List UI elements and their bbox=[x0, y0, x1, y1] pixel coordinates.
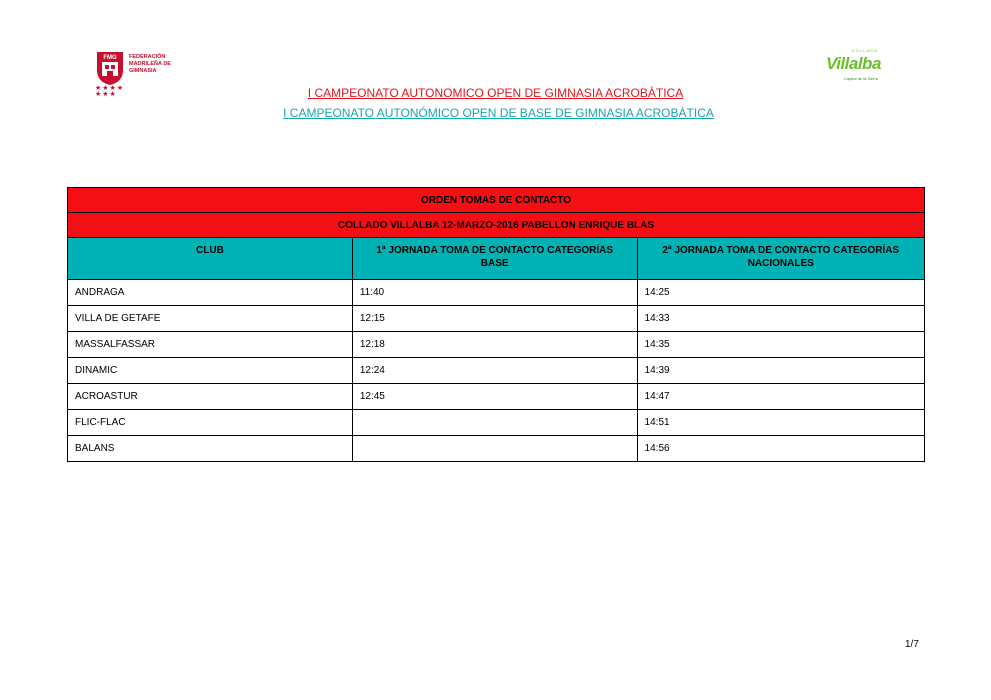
villalba-logo-sub: Capital de la Sierra bbox=[844, 76, 879, 81]
fmg-shield-letters: FMG bbox=[103, 55, 117, 61]
villalba-logo-top: COLLADO bbox=[852, 48, 879, 53]
page-number: 1/7 bbox=[905, 639, 919, 650]
fmg-shield-icon bbox=[95, 50, 125, 86]
cell-club: DINAMIC bbox=[68, 358, 353, 384]
table-heading-row-2 bbox=[68, 213, 925, 238]
villalba-logo bbox=[822, 48, 902, 88]
fmg-stars: ★★★★ ★★★ bbox=[95, 85, 125, 98]
table-row bbox=[68, 332, 925, 358]
table-row bbox=[68, 358, 925, 384]
table-heading-1: ORDEN TOMAS DE CONTACTO bbox=[68, 188, 925, 213]
table-heading-row-1 bbox=[68, 188, 925, 213]
cell-time-1 bbox=[352, 410, 637, 436]
cell-time-2: 14:51 bbox=[637, 410, 924, 436]
table-column-header-row bbox=[68, 238, 925, 280]
cell-time-1: 12:15 bbox=[352, 306, 637, 332]
cell-club: MASSALFASSAR bbox=[68, 332, 353, 358]
cell-club: ANDRAGA bbox=[68, 280, 353, 306]
cell-time-1: 12:18 bbox=[352, 332, 637, 358]
cell-club: ACROASTUR bbox=[68, 384, 353, 410]
document-title-2-text: I CAMPEONATO AUTONÓMICO OPEN DE BASE DE GIMNASIA ACROBÀTICA bbox=[283, 106, 714, 120]
cell-time-1: 12:24 bbox=[352, 358, 637, 384]
table-row bbox=[68, 384, 925, 410]
document-title-1: I CAMPEONATO AUTONOMICO OPEN DE GIMNASIA ACROBÀTICA bbox=[307, 86, 684, 100]
table-heading-2: COLLADO VILLALBA 12-MARZO-2016 PABELLON ENRIQUE BLAS bbox=[68, 213, 925, 238]
table-row bbox=[68, 436, 925, 462]
cell-time-1: 12:45 bbox=[352, 384, 637, 410]
table-row bbox=[68, 280, 925, 306]
fmg-logo-text: FEDERACIÓN MADRILEÑA DE GIMNASIA bbox=[129, 54, 171, 74]
cell-time-2: 14:39 bbox=[637, 358, 924, 384]
cell-club: BALANS bbox=[68, 436, 353, 462]
column-header-jornada-1: 1ª JORNADA TOMA DE CONTACTO CATEGORÍAS BASE bbox=[352, 238, 637, 280]
villalba-logo-text: Villalba bbox=[826, 54, 881, 73]
cell-time-2: 14:47 bbox=[637, 384, 924, 410]
cell-time-1 bbox=[352, 436, 637, 462]
cell-club: FLIC-FLAC bbox=[68, 410, 353, 436]
cell-club: VILLA DE GETAFE bbox=[68, 306, 353, 332]
cell-time-2: 14:33 bbox=[637, 306, 924, 332]
column-header-club: CLUB bbox=[68, 238, 353, 280]
cell-time-2: 14:35 bbox=[637, 332, 924, 358]
table-row bbox=[68, 410, 925, 436]
document-title-2 bbox=[0, 106, 991, 120]
cell-time-1: 11:40 bbox=[352, 280, 637, 306]
cell-time-2: 14:56 bbox=[637, 436, 924, 462]
table-row bbox=[68, 306, 925, 332]
cell-time-2: 14:25 bbox=[637, 280, 924, 306]
column-header-jornada-2: 2ª JORNADA TOMA DE CONTACTO CATEGORÍAS NACIONALES bbox=[637, 238, 924, 280]
schedule-table bbox=[67, 187, 925, 462]
